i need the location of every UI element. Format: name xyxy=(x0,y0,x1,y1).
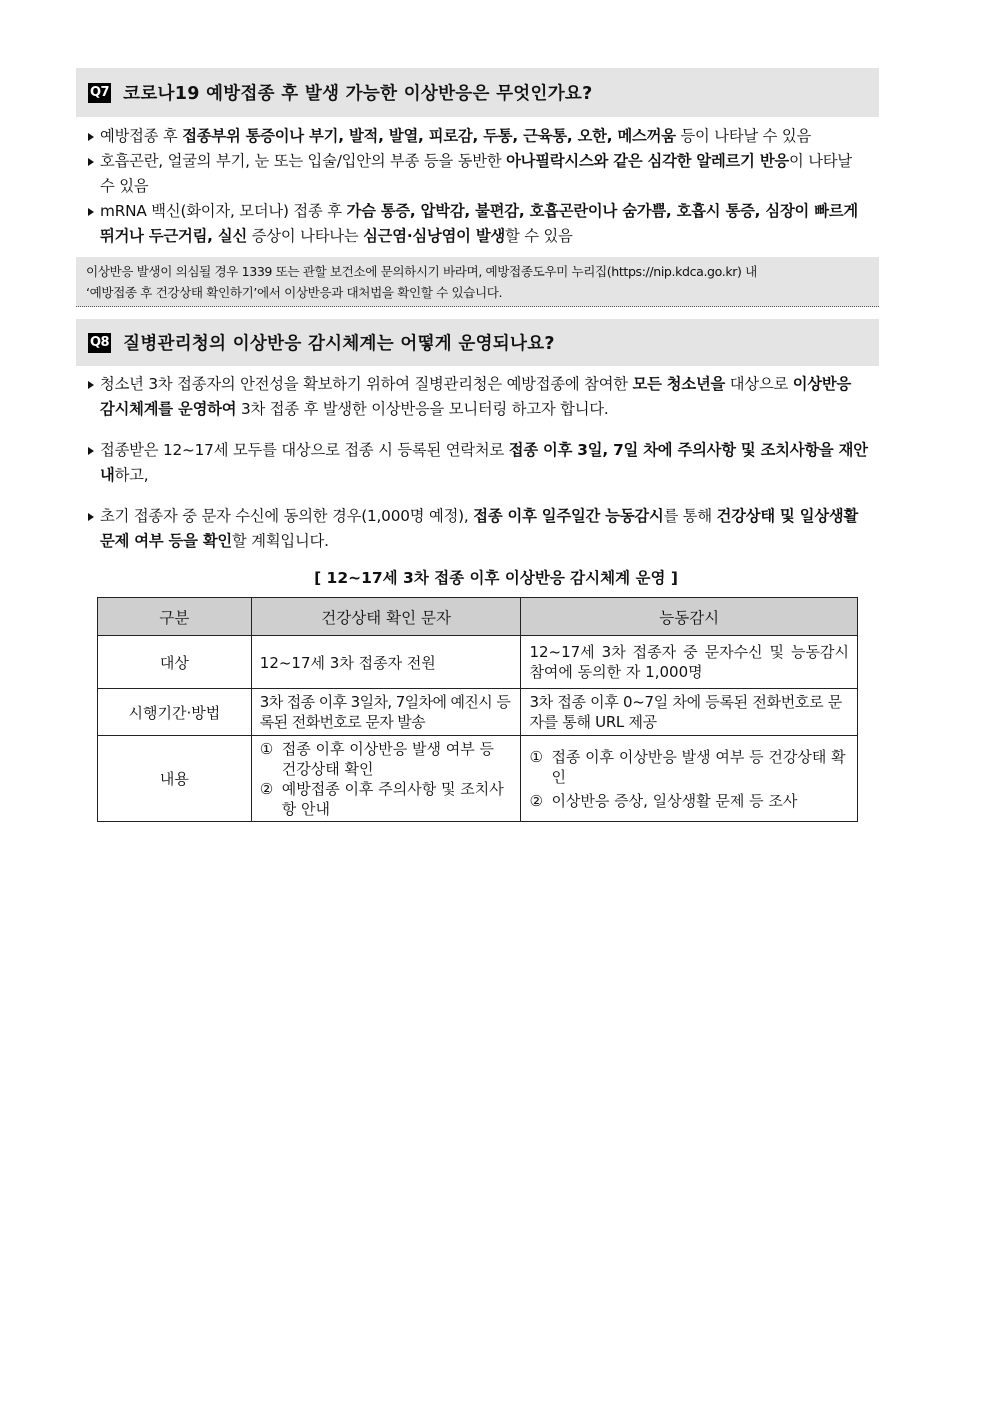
bullet-bold-text: 가슴 통증, 압박감, 불편감, 호흡곤란이나 숨가쁨, 호흡시 통증, 심장이 빠르게 뛰거나 두근거림, 실신 xyxy=(100,202,858,245)
bullet-bold-text: 이상반응 감시체계를 운영하여 xyxy=(100,375,852,418)
bullet-text: 예방접종 후 xyxy=(100,127,183,145)
q8-bullet-list xyxy=(86,372,869,554)
bullet-text: 하고, xyxy=(114,466,149,484)
table-caption: [ 12~17세 3차 접종 이후 이상반응 감시체계 운영 ] xyxy=(314,569,678,587)
bullet-bold-text: 접종 이후 일주일간 능동감시 xyxy=(473,507,664,525)
bullet-bold-text: 건강상태 및 일상생활 문제 여부 등을 확인 xyxy=(100,507,859,550)
table-cell-period-text-message: 3차 접종 이후 3일차, 7일차에 예진시 등록된 전화번호로 문자 발송 xyxy=(251,689,521,736)
q7-bullet-list xyxy=(86,124,869,249)
table-cell-content-label: 내용 xyxy=(98,736,252,822)
bullet-text: 할 계획입니다. xyxy=(232,532,329,550)
q7-title: 코로나19 예방접종 후 발생 가능한 이상반응은 무엇인가요? xyxy=(123,84,593,104)
list-item xyxy=(260,779,513,819)
q8-bullet-3 xyxy=(86,504,869,554)
bullet-text: 초기 접종자 중 문자 수신에 동의한 경우(1,000명 예정), xyxy=(100,507,474,525)
q7-bullet-1 xyxy=(86,124,869,149)
item-number: ② xyxy=(529,791,543,810)
bullet-text: 등이 나타날 수 있음 xyxy=(675,127,812,145)
q8-bullet-1 xyxy=(86,372,869,422)
q7-bullet-2 xyxy=(86,149,869,199)
q8-bullet-2 xyxy=(86,438,869,488)
bullet-text: 3차 접종 후 발생한 이상반응을 모니터링 하고자 합니다. xyxy=(236,400,609,418)
q7-badge: Q7 xyxy=(88,83,111,103)
bullet-text: 이 나타날 수 있음 xyxy=(100,152,852,195)
info-note-box xyxy=(76,257,879,307)
bullet-text: 증상이 나타나는 xyxy=(247,227,364,245)
bullet-bold-text: 모든 청소년을 xyxy=(632,375,726,393)
table-row-target xyxy=(98,636,858,689)
q8-badge: Q8 xyxy=(88,333,111,353)
table-cell-target-text-message: 12~17세 3차 접종자 전원 xyxy=(251,636,521,689)
item-text: 예방접종 이후 주의사항 및 조치사항 안내 xyxy=(281,779,504,818)
monitoring-table xyxy=(97,597,858,822)
table-cell-content-text-message xyxy=(251,736,521,822)
table-row-content xyxy=(98,736,858,822)
bullet-text: mRNA 백신(화이자, 모더나) 접종 후 xyxy=(100,202,347,220)
item-number: ① xyxy=(259,739,274,758)
info-note-line-2: ‘예방접종 후 건강상태 확인하기’에서 이상반응과 대처법을 확인할 수 있습니다. xyxy=(86,285,503,300)
q7-bullet-3 xyxy=(86,199,869,249)
table-header-active-monitoring: 능동감시 xyxy=(521,598,858,636)
table-header-category: 구분 xyxy=(98,598,252,636)
table-cell-period-label: 시행기간·방법 xyxy=(98,689,252,736)
bullet-text: 를 통해 xyxy=(663,507,717,525)
list-item xyxy=(529,747,849,787)
item-text: 접종 이후 이상반응 발생 여부 등 건강상태 확인 xyxy=(281,739,494,778)
table-cell-period-active: 3차 접종 이후 0~7일 차에 등록된 전화번호로 문자를 통해 URL 제공 xyxy=(521,689,858,736)
table-header-text-message: 건강상태 확인 문자 xyxy=(251,598,521,636)
bullet-bold-text: 접종 이후 3일, 7일 차에 주의사항 및 조치사항을 재안내 xyxy=(100,441,868,484)
q8-title: 질병관리청의 이상반응 감시체계는 어떻게 운영되나요? xyxy=(123,334,555,354)
bullet-text: 접종받은 12~17세 모두를 대상으로 접종 시 등록된 연락처로 xyxy=(100,441,509,459)
info-note-line-1: 이상반응 발생이 의심될 경우 1339 또는 관할 보건소에 문의하시기 바라며, 예방접종도우미 누리집(https://nip.kdca.go.kr) 내 xyxy=(86,264,757,279)
bullet-text: 호흡곤란, 얼굴의 부기, 눈 또는 입술/입안의 부종 등을 동반한 xyxy=(100,152,507,170)
table-row-period xyxy=(98,689,858,736)
bullet-bold-text: 심근염·심낭염이 발생 xyxy=(363,227,506,245)
bullet-text: 할 수 있음 xyxy=(505,227,573,245)
bullet-text: 대상으로 xyxy=(725,375,793,393)
list-item xyxy=(529,791,849,811)
item-number: ① xyxy=(529,747,543,766)
q8-header xyxy=(76,319,879,366)
bullet-bold-text: 아나필락시스와 같은 심각한 알레르기 반응 xyxy=(506,152,789,170)
item-text: 접종 이후 이상반응 발생 여부 등 건강상태 확인 xyxy=(551,747,846,786)
table-cell-content-active xyxy=(521,736,858,822)
item-number: ② xyxy=(259,779,274,798)
item-text: 이상반응 증상, 일상생활 문제 등 조사 xyxy=(551,791,798,810)
table-cell-target-label: 대상 xyxy=(98,636,252,689)
list-item xyxy=(260,739,513,779)
q7-header xyxy=(76,68,879,117)
table-header-row xyxy=(98,598,858,636)
bullet-bold-text: 접종부위 통증이나 부기, 발적, 발열, 피로감, 두통, 근육통, 오한, 메스꺼움 xyxy=(182,127,676,145)
table-cell-target-active: 12~17세 3차 접종자 중 문자수신 및 능동감시 참여에 동의한 자 1,000명 xyxy=(521,636,858,689)
bullet-text: 청소년 3차 접종자의 안전성을 확보하기 위하여 질병관리청은 예방접종에 참여한 xyxy=(100,375,633,393)
